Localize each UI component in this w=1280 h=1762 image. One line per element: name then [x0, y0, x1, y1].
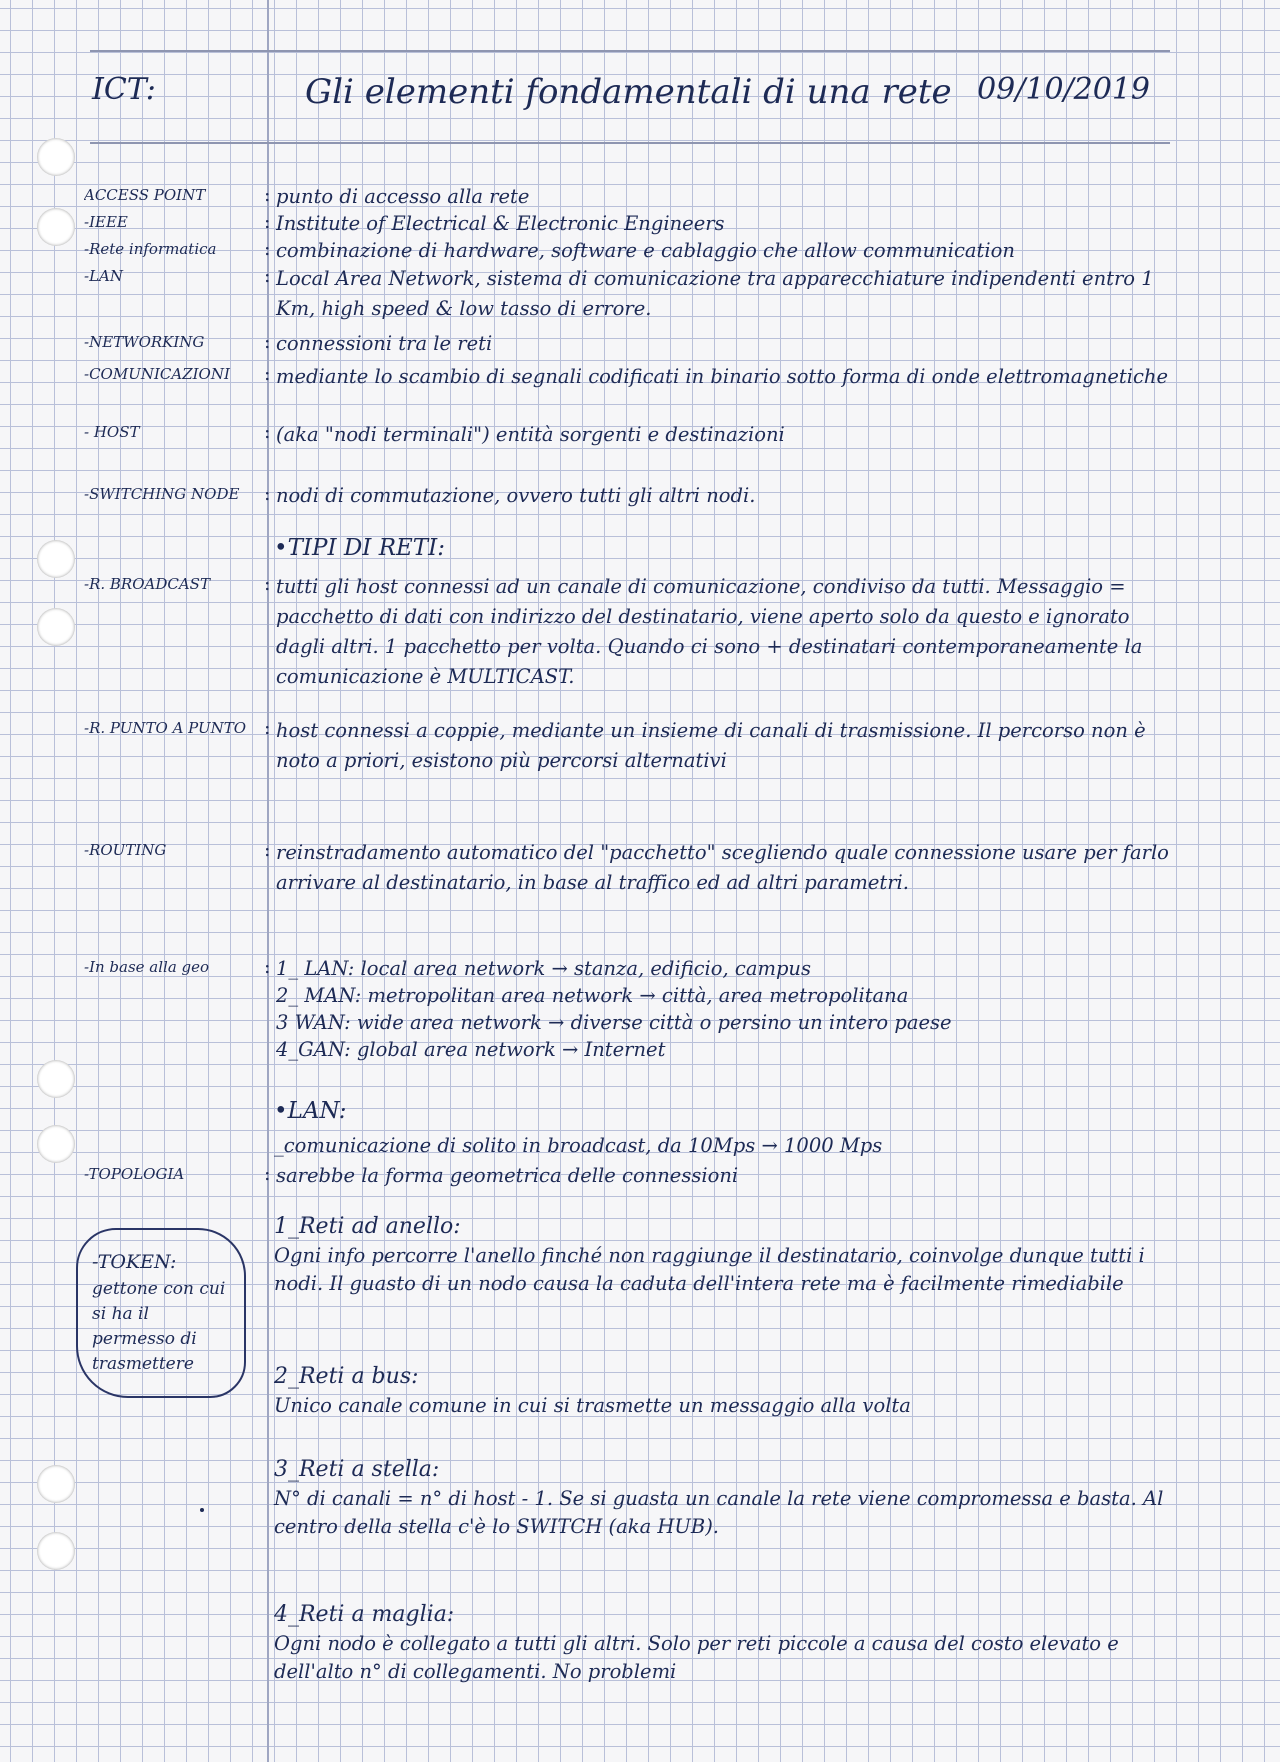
definition-row: -In base alla geo : 1_ LAN: local area network → stanza, edificio, campus 2_ MAN: metropolitan area network → città, area metropolitana 3 WAN: wide area network → diverse città o persino un intero paese 4_GAN: global area network → Internet — [84, 955, 1174, 1063]
definition-row: -IEEE : Institute of Electrical & Electronic Engineers — [84, 210, 1174, 237]
definition-row: -TOPOLOGIA : sarebbe la forma geometrica delle connessioni — [84, 1162, 1174, 1189]
definition-text: punto di accesso alla rete — [276, 185, 530, 208]
definition-row: -ROUTING : reinstradamento automatico del "pacchetto" scegliendo quale connessione usare per farlo arrivare al destinatario, in base al traffico ed ad altri parametri. — [84, 838, 1174, 898]
network-type-text: Unico canale comune in cui si trasmette un messaggio alla volta — [274, 1394, 911, 1417]
list-item: 1_ LAN: local area network → stanza, edificio, campus — [276, 957, 812, 980]
network-type-title: 3_Reti a stella: — [274, 1457, 440, 1482]
definition-row: -COMUNICAZIONI : mediante lo scambio di segnali codificati in binario sotto forma di onde elettromagnetiche — [84, 362, 1174, 392]
binder-hole — [37, 138, 75, 176]
geo-list — [276, 955, 1174, 1063]
definition-term: -COMUNICAZIONI — [84, 365, 230, 383]
token-note-title: -TOKEN: — [92, 1251, 177, 1273]
definition-text: connessioni tra le reti — [276, 332, 493, 355]
network-type-block — [274, 1212, 1174, 1298]
network-type-block — [274, 1362, 1174, 1420]
network-type-block — [274, 1455, 1174, 1541]
token-note-bubble — [76, 1228, 246, 1398]
definition-term: -SWITCHING NODE — [84, 485, 240, 503]
binder-hole — [37, 540, 75, 578]
definition-row: ACCESS POINT : punto di accesso alla rete — [84, 183, 1174, 210]
definition-row: -Rete informatica : combinazione di hardware, software e cablaggio che allow communication — [84, 237, 1174, 264]
definition-text: mediante lo scambio di segnali codificati in binario sotto forma di onde elettromagnetiche — [276, 365, 1169, 388]
network-type-title: 2_Reti a bus: — [274, 1364, 419, 1389]
token-note-text: gettone con cui si ha il permesso di trasmettere — [92, 1279, 226, 1374]
section-heading-tipi: •TIPI DI RETI: — [274, 535, 445, 561]
binder-hole — [37, 1125, 75, 1163]
definition-term: -TOPOLOGIA — [84, 1165, 185, 1183]
binder-hole — [37, 1465, 75, 1503]
page-header — [90, 50, 1170, 144]
definition-text: combinazione di hardware, software e cablaggio che allow communication — [276, 239, 1015, 262]
definition-term: -In base alla geo — [84, 958, 210, 976]
definition-text: reinstradamento automatico del "pacchetto" scegliendo quale connessione usare per farlo arrivare al destinatario, in base al traffico ed ad altri parametri. — [276, 841, 1169, 894]
definition-text: sarebbe la forma geometrica delle connessioni — [276, 1164, 739, 1187]
definition-term: -NETWORKING — [84, 333, 205, 351]
definition-term: ACCESS POINT — [84, 186, 206, 204]
network-type-block — [274, 1600, 1174, 1686]
definition-term: -R. BROADCAST — [84, 575, 210, 593]
section-heading-lan: •LAN: — [274, 1098, 347, 1124]
definition-row: -NETWORKING : connessioni tra le reti — [84, 330, 1174, 357]
definition-text: (aka "nodi terminali") entità sorgenti e destinazioni — [276, 423, 785, 446]
list-item: 4_GAN: global area network → Internet — [276, 1038, 666, 1061]
subject-label: ICT: — [92, 72, 156, 107]
definition-row: - HOST : (aka "nodi terminali") entità sorgenti e destinazioni — [84, 420, 1174, 450]
list-item: 3 WAN: wide area network → diverse città o persino un intero paese — [276, 1011, 952, 1034]
network-type-text: Ogni nodo è collegato a tutti gli altri. Solo per reti piccole a causa del costo elevato e dell'alto n° di collegamenti. No problemi — [274, 1632, 1119, 1683]
binder-hole — [37, 1060, 75, 1098]
definition-row: -R. PUNTO A PUNTO : host connessi a coppie, mediante un insieme di canali di trasmissione. Il percorso non è noto a priori, esistono più percorsi alternativi — [84, 716, 1174, 776]
definition-term: -LAN — [84, 267, 123, 285]
binder-hole — [37, 608, 75, 646]
definition-row: -R. BROADCAST : tutti gli host connessi ad un canale di comunicazione, condiviso da tutti. Messaggio = pacchetto di dati con indirizzo del destinatario, viene aperto solo da questo e ignorato dagli altri. 1 pacchetto per volta. Quando ci sono + destinatari contemporaneamente la comunicazione è MULTICAST. — [84, 572, 1174, 692]
network-type-title: 1_Reti ad anello: — [274, 1214, 461, 1239]
definition-term: -Rete informatica — [84, 240, 217, 258]
list-item: 2_ MAN: metropolitan area network → città, area metropolitana — [276, 984, 909, 1007]
definition-text: tutti gli host connessi ad un canale di comunicazione, condiviso da tutti. Messaggio = pacchetto di dati con indirizzo del destinatario, viene aperto solo da questo e ignorato dagli altri. 1 pacchetto per volta. Quando ci sono + destinatari contemporaneamente la comunicazione è MULTICAST. — [276, 575, 1143, 688]
definition-term: - HOST — [84, 423, 140, 441]
definition-term: -R. PUNTO A PUNTO — [84, 719, 247, 737]
definition-text: nodi di commutazione, ovvero tutti gli altri nodi. — [276, 484, 756, 507]
definition-text: Institute of Electrical & Electronic Engineers — [276, 212, 725, 235]
lan-line: _comunicazione di solito in broadcast, da 10Mps → 1000 Mps — [274, 1134, 883, 1157]
definition-row: -SWITCHING NODE : nodi di commutazione, ovvero tutti gli altri nodi. — [84, 482, 1174, 509]
page-date: 09/10/2019 — [977, 72, 1150, 107]
ink-dot — [200, 1508, 204, 1512]
definition-row: -LAN : Local Area Network, sistema di comunicazione tra apparecchiature indipendenti entro 1 Km, high speed & low tasso di errore. — [84, 264, 1174, 324]
page-title: Gli elementi fondamentali di una rete — [305, 72, 952, 112]
binder-hole — [37, 1532, 75, 1570]
definition-text: host connessi a coppie, mediante un insieme di canali di trasmissione. Il percorso non è noto a priori, esistono più percorsi alternativi — [276, 719, 1146, 772]
definition-term: -ROUTING — [84, 841, 167, 859]
definition-term: -IEEE — [84, 213, 128, 231]
binder-hole — [37, 208, 75, 246]
network-type-title: 4_Reti a maglia: — [274, 1602, 455, 1627]
definition-text: Local Area Network, sistema di comunicazione tra apparecchiature indipendenti entro 1 Km, high speed & low tasso di errore. — [276, 267, 1154, 320]
network-type-text: N° di canali = n° di host - 1. Se si guasta un canale la rete viene compromessa e basta. Al centro della stella c'è lo SWITCH (aka HUB). — [274, 1487, 1164, 1538]
network-type-text: Ogni info percorre l'anello finché non raggiunge il destinatario, coinvolge dunque tutti i nodi. Il guasto di un nodo causa la caduta dell'intera rete ma è facilmente rimediabile — [274, 1244, 1145, 1295]
